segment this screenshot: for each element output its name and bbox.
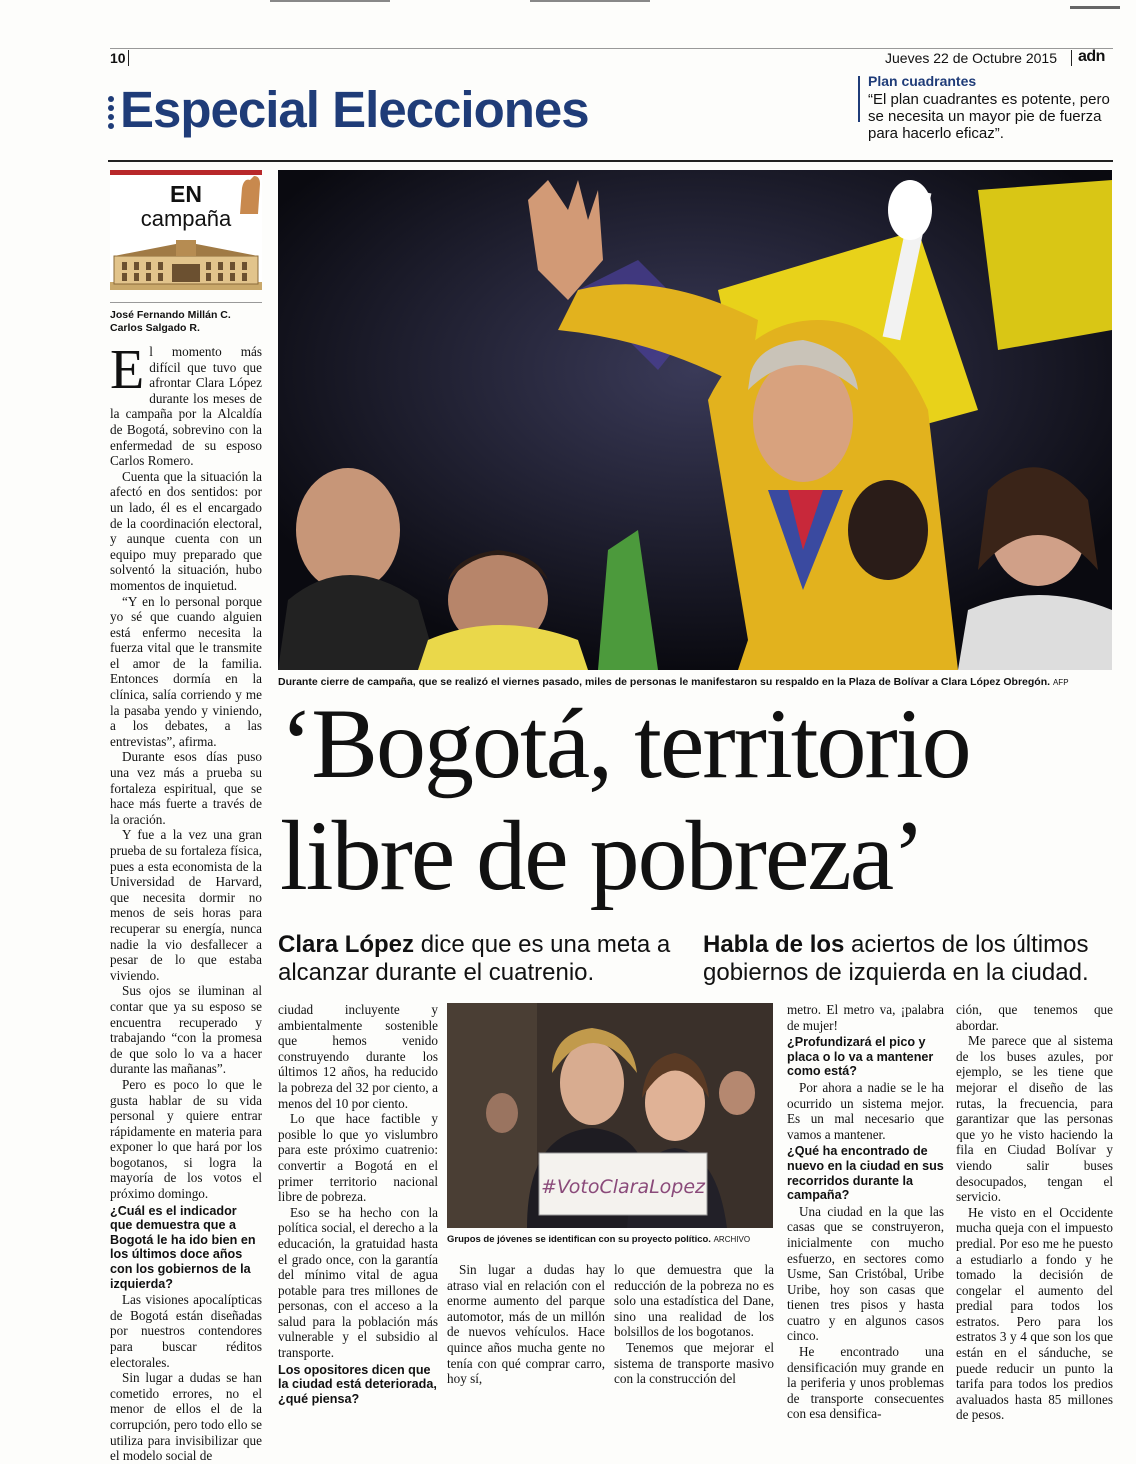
building-illustration bbox=[110, 238, 262, 290]
article-column-1 bbox=[110, 339, 262, 1464]
col2-p2: Lo que hace factible y posible lo que yo vislumbro para este próximo cuatrenio: convertir a Bogotá en el primer territorio nacional libre de pobreza. bbox=[278, 1111, 438, 1205]
col1-p2: Cuenta que la situación la afectó en dos sentidos: por un lado, él es el encargado de la coordinación electoral, y aunque cuenta con un equipo muy preparado que solventó la situación, hubo momentos de inquietud. bbox=[110, 468, 262, 593]
article-column-6 bbox=[956, 1002, 1113, 1423]
deck-left-bold: Clara López bbox=[278, 931, 415, 958]
col1-p8: Las visiones apocalípticas de Bogotá están diseñadas por nuestros contendores para buscar réditos electorales. bbox=[110, 1292, 262, 1370]
col1-p7: Pero es poco lo que le gusta hablar de su vida personal y quiere entrar rápidamente en materia para exponer lo que hará por los bogotanos, si logra la mayoría de los votos el próximo domingo. bbox=[110, 1076, 262, 1202]
question-4: ¿Qué ha encontrado de nuevo en la ciudad en sus recorridos durante la campaña? bbox=[787, 1144, 944, 1203]
brand-divider bbox=[1071, 50, 1072, 66]
article-column-2 bbox=[278, 1002, 438, 1407]
teaser-bar bbox=[858, 76, 860, 122]
col1-p6: Sus ojos se iluminan al contar que ya su esposo se encuentra recuperado y trabajando “con la promesa de que solo lo va a hacer durante las mañanas”. bbox=[110, 983, 262, 1077]
main-photo bbox=[278, 170, 1112, 670]
folio-rule bbox=[110, 48, 1113, 49]
author-2: Carlos Salgado R. bbox=[110, 322, 200, 334]
author-1: José Fernando Millán C. bbox=[110, 309, 231, 321]
question-3: ¿Profundizará el pico y placa o lo va a mantener como está? bbox=[787, 1035, 934, 1079]
main-photo-art bbox=[278, 170, 1112, 670]
col4-p1: lo que demuestra que la reducción de la pobreza no es solo una estadística del Dane, sino una realidad de los bolsillos de los bogotanos. bbox=[614, 1262, 774, 1340]
col1-p1: l momento más difícil que tuvo que afrontar Clara López durante los meses de la campaña por la Alcaldía de Bogotá, sobrevino con la enfermedad de su esposo Carlos Romero. bbox=[110, 344, 262, 469]
main-photo-caption bbox=[278, 676, 1112, 688]
page-number: 10 bbox=[110, 50, 126, 66]
top-rule-3 bbox=[1070, 6, 1120, 9]
col2-p1: ciudad incluyente y ambientalmente sostenible que hemos venido construyendo durante los últimos 12 años, ha reducido la pobreza del 32 por ciento, a menos del 10 por ciento. bbox=[278, 1002, 438, 1111]
teaser-label: Plan cuadrantes bbox=[868, 73, 977, 89]
col1-p3: “Y en lo personal porque yo sé que cuando alguien está enfermo necesita la fuerza vital que le transmite el amor de la familia. Entonces dormía en la clínica, salía corriendo y me la pasaba yendo y viniendo, a los debates, a las entrevistas”, afirma. bbox=[110, 593, 262, 749]
top-rule bbox=[270, 0, 390, 2]
main-caption-text: Durante cierre de campaña, que se realizó el viernes pasado, miles de personas le manifestaron su respaldo en la Plaza de Bolívar a Clara López Obregón. bbox=[278, 676, 1051, 688]
col5-p1: metro. El metro va, ¡palabra de mujer! bbox=[787, 1002, 944, 1033]
col1-p4: Durante esos días puso una vez más a prueba su fortaleza espiritual, que se hace más fuerte a través de la oración. bbox=[110, 749, 262, 827]
article-column-4 bbox=[614, 1262, 774, 1387]
col6-p2: Me parece que al sistema de los buses azules, por ejemplo, se les tiene que mejorar el diseño de las rutas, la frecuencia, para garantizar que las personas que yo he visto haciendo la fila en Ciudad Bolívar y viendo salir buses desocupados, tengan el servicio. bbox=[956, 1033, 1113, 1205]
byline-rule bbox=[110, 302, 262, 303]
col6-p3: He visto en el Occidente mucha queja con el impuesto predial. Por eso me he puesto a estudiarlo a fondo y he tomado la decisión de congelar el aumento del predial para todos los estratos. Pero para los estratos 3 y 4 que son los que están en el sánduche, se puede reducir un punto la tarifa para todos los predios avaluados hasta 85 millones de pesos. bbox=[956, 1204, 1113, 1423]
brand-logo: adn bbox=[1078, 48, 1105, 65]
second-photo bbox=[447, 1003, 773, 1228]
top-rule-2 bbox=[530, 0, 650, 2]
col2-p3: Eso se ha hecho con la política social, el derecho a la educación, la gratuidad hasta el grado once, con la garantía del mínimo vital de agua potable para tres millones de personas, con el acceso a la salud para la población más vulnerable y el subsidio al transporte. bbox=[278, 1204, 438, 1361]
section-dots-icon bbox=[108, 96, 116, 129]
col3-p1: Sin lugar a dudas hay atraso vial en relación con el enorme aumento del parque automotor, más de un millón de nuevos vehículos. Hace quince años mucha gente no tenía con qué comprar carro, hoy sí, bbox=[447, 1262, 605, 1387]
sign-text: #VotoClaraLopez bbox=[540, 1176, 706, 1198]
col6-p1: ción, que tenemos que abordar. bbox=[956, 1002, 1113, 1033]
issue-date: Jueves 22 de Octubre 2015 bbox=[885, 50, 1058, 66]
deck-right-text: aciertos de los últimos gobiernos de izquierda en la ciudad. bbox=[703, 931, 1089, 986]
deck-right bbox=[703, 931, 1113, 987]
col5-p3: Una ciudad en la que las casas que se construyeron, inicialmente con mucho esfuerzo, en sectores como Usme, San Cristóbal, Uribe Uribe, hoy son casas que tienen tres pisos y hasta cuatro y en algunos casos cinco. bbox=[787, 1203, 944, 1344]
article-column-5 bbox=[787, 1002, 944, 1422]
main-photo-credit: AFP bbox=[1052, 678, 1069, 687]
folio-divider bbox=[128, 50, 129, 66]
deck-right-bold: Habla de los bbox=[703, 931, 845, 958]
badge-line2: campaña bbox=[140, 206, 232, 231]
second-photo-credit: ARCHIVO bbox=[713, 1235, 751, 1244]
deck-left bbox=[278, 931, 698, 987]
question-1: ¿Cuál es el indicador que demuestra que a Bogotá le ha ido bien en los últimos doce años con los gobiernos de la izquierda? bbox=[110, 1203, 256, 1291]
headline-line-2: libre de pobreza’ bbox=[280, 800, 924, 911]
col1-p5: Y fue a la vez una gran prueba de su fortaleza física, pues a esta economista de la Universidad de Harvard, que necesita dormir no menos de seis horas para recuperar su energía, nunca nadie la vio desfallecer a pesar de lo que estaba viviendo. bbox=[110, 827, 262, 983]
second-photo-caption bbox=[447, 1234, 773, 1245]
header-rule bbox=[108, 160, 1113, 162]
col4-p2: Tenemos que mejorar el sistema de transporte masivo con la construcción del bbox=[614, 1339, 774, 1387]
col5-p2: Por ahora a nadie se le ha ocurrido un sistema mejor. Es un mal necesario que vamos a mantener. bbox=[787, 1079, 944, 1142]
headline-line-1: ‘Bogotá, territorio bbox=[280, 688, 970, 799]
article-column-3 bbox=[447, 1262, 605, 1387]
question-2: Los opositores dicen que la ciudad está deteriorada, ¿qué piensa? bbox=[278, 1362, 437, 1406]
second-photo-art bbox=[447, 1003, 773, 1228]
col5-p4: He encontrado una densificación muy grande en la periferia y unos problemas de transporte consecuentes con esa densifica- bbox=[787, 1344, 944, 1422]
dropcap: E bbox=[110, 339, 145, 401]
teaser-quote: “El plan cuadrantes es potente, pero se necesita un mayor pie de fuerza para hacerlo eficaz”. bbox=[868, 91, 1110, 142]
deck-left-text: dice que es una meta a alcanzar durante el cuatrenio. bbox=[278, 931, 671, 986]
campaign-badge bbox=[110, 170, 262, 290]
second-caption-text: Grupos de jóvenes se identifican con su proyecto político. bbox=[447, 1234, 711, 1245]
hand-illustration bbox=[232, 174, 262, 214]
col1-p9: Sin lugar a dudas se han cometido errores, no el menor de ellos el de la corrupción, pero todo ello se utiliza para invisibilizar que el modelo social de bbox=[110, 1370, 262, 1464]
section-title: Especial Elecciones bbox=[120, 81, 589, 138]
badge-line1: EN bbox=[170, 181, 202, 207]
